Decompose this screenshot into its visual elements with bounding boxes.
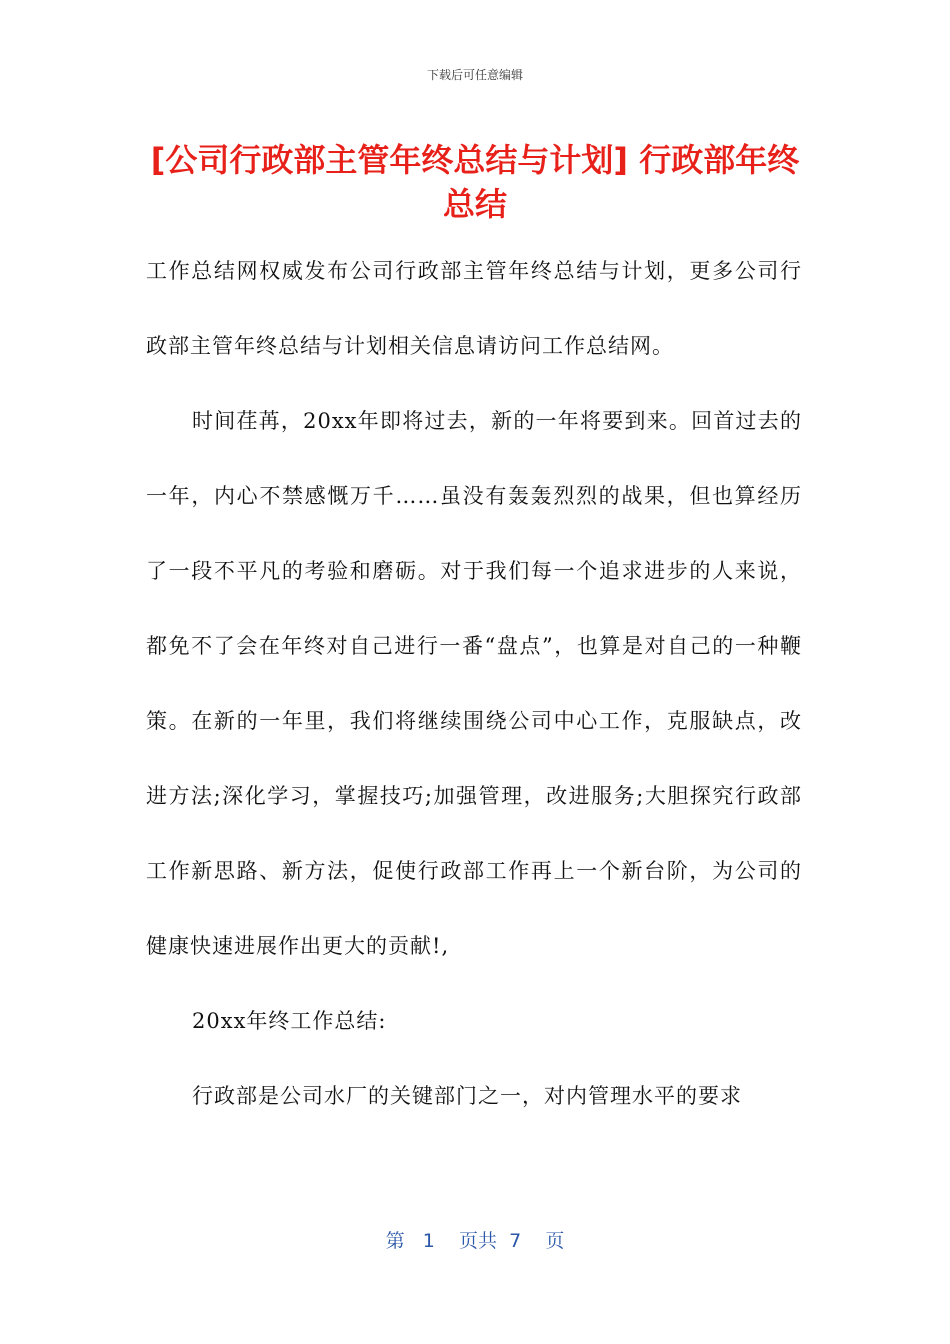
page-total: 7 (509, 1230, 522, 1252)
page-suffix: 页 (545, 1230, 565, 1252)
page-number: 1 (422, 1230, 435, 1252)
section-heading: 20xx年终工作总结: (192, 1009, 387, 1033)
page-prefix: 第 (385, 1230, 405, 1252)
page-middle: 页共 (459, 1230, 498, 1252)
body-paragraph: 行政部是公司水厂的关键部门之一，对内管理水平的要求 (192, 1084, 742, 1108)
page-footer (0, 1226, 950, 1253)
document-body (146, 234, 802, 1134)
body-paragraph: 时间荏苒，20xx年即将过去，新的一年将要到来。回首过去的一年，内心不禁感慨万千……虽没有轰轰烈烈的战果，但也算经历了一段不平凡的考验和磨砺。对于我们每一个追求进步的人来说，都免不了会在年终对自己进行一番“盘点”，也算是对自己的一种鞭策。在新的一年里，我们将继续围绕公司中心工作，克服缺点，改进方法;深化学习，掌握技巧;加强管理，改进服务;大胆探究行政部工作新思路、新方法，促使行政部工作再上一个新台阶，为公司的健康快速进展作出更大的贡献!, (146, 409, 802, 958)
header-note: 下载后可任意编辑 (426, 68, 523, 82)
document-title: [公司行政部主管年终总结与计划] 行政部年终总结 (150, 141, 800, 223)
intro-paragraph: 工作总结网权威发布公司行政部主管年终总结与计划，更多公司行政部主管年终总结与计划相关信息请访问工作总结网。 (146, 259, 802, 358)
